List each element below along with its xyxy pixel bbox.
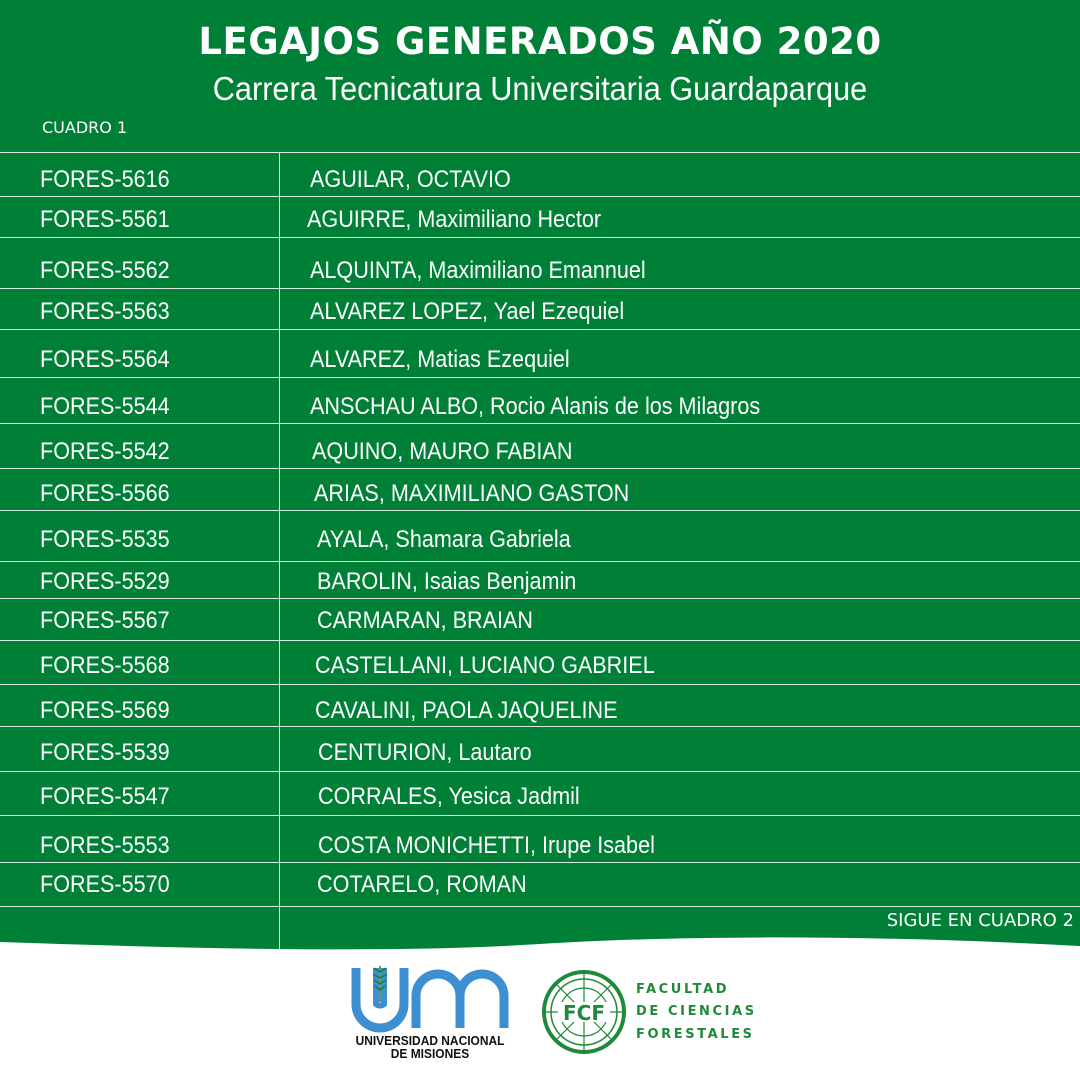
row-divider [0,561,1080,562]
record-name: CAVALINI, PAOLA JAQUELINE [315,697,618,724]
record-name: ALQUINTA, Maximiliano Emannuel [310,257,646,284]
record-code: FORES-5568 [40,652,170,679]
fcf-mark-text: FCF [562,1001,606,1025]
record-name: ALVAREZ LOPEZ, Yael Ezequiel [310,298,625,325]
page-subtitle: Carrera Tecnicatura Universitaria Guardaparque [212,70,868,107]
row-divider [0,598,1080,599]
record-name: AGUILAR, OCTAVIO [310,166,511,193]
record-name: AGUIRRE, Maximiliano Hector [307,206,602,233]
row-divider [0,684,1080,685]
record-name: COSTA MONICHETTI, Irupe Isabel [318,832,655,859]
record-name: CASTELLANI, LUCIANO GABRIEL [315,652,655,679]
fcf-name-line3: FORESTALES [636,1027,755,1042]
row-divider [0,377,1080,378]
row-divider [0,726,1080,727]
record-name: AQUINO, MAURO FABIAN [312,438,573,465]
record-code: FORES-5542 [40,438,170,465]
row-divider [0,771,1080,772]
row-divider [0,152,1080,153]
record-code: FORES-5564 [40,346,170,373]
record-code: FORES-5561 [40,206,170,233]
row-divider [0,510,1080,511]
row-divider [0,468,1080,469]
record-code: FORES-5539 [40,739,170,766]
row-divider [0,906,1080,907]
record-code: FORES-5566 [40,480,170,507]
record-code: FORES-5535 [40,526,170,553]
row-divider [0,196,1080,197]
column-divider [279,152,280,952]
record-code: FORES-5547 [40,783,170,810]
row-divider [0,815,1080,816]
row-divider [0,237,1080,238]
record-code: FORES-5553 [40,832,170,859]
record-code: FORES-5567 [40,607,170,634]
record-name: CARMARAN, BRAIAN [317,607,534,634]
record-name: CORRALES, Yesica Jadmil [318,783,580,810]
record-name: CENTURION, Lautaro [318,739,532,766]
record-name: ALVAREZ, Matias Ezequiel [310,346,570,373]
record-name: AYALA, Shamara Gabriela [317,526,571,553]
row-divider [0,423,1080,424]
row-divider [0,329,1080,330]
row-divider [0,862,1080,863]
record-code: FORES-5563 [40,298,170,325]
record-name: COTARELO, ROMAN [317,871,527,898]
row-divider [0,640,1080,641]
record-code: FORES-5569 [40,697,170,724]
section-label: CUADRO 1 [42,118,128,137]
record-code: FORES-5544 [40,393,170,420]
page-title: LEGAJOS GENERADOS AÑO 2020 [198,20,882,63]
fcf-logo [542,968,626,1056]
fcf-name-line1: FACULTAD [636,982,730,997]
record-code: FORES-5616 [40,166,170,193]
record-code: FORES-5570 [40,871,170,898]
continue-note: SIGUE EN CUADRO 2 [886,910,1074,931]
fcf-name-line2: DE CIENCIAS [636,1004,757,1019]
record-code: FORES-5529 [40,568,170,595]
record-name: ANSCHAU ALBO, Rocio Alanis de los Milagros [310,393,761,420]
row-divider [0,288,1080,289]
unam-name-line1: UNIVERSIDAD NACIONAL [355,1033,505,1048]
record-name: ARIAS, MAXIMILIANO GASTON [314,480,630,507]
record-code: FORES-5562 [40,257,170,284]
record-name: BAROLIN, Isaias Benjamin [317,568,577,595]
unam-name-line2: DE MISIONES [390,1046,470,1061]
